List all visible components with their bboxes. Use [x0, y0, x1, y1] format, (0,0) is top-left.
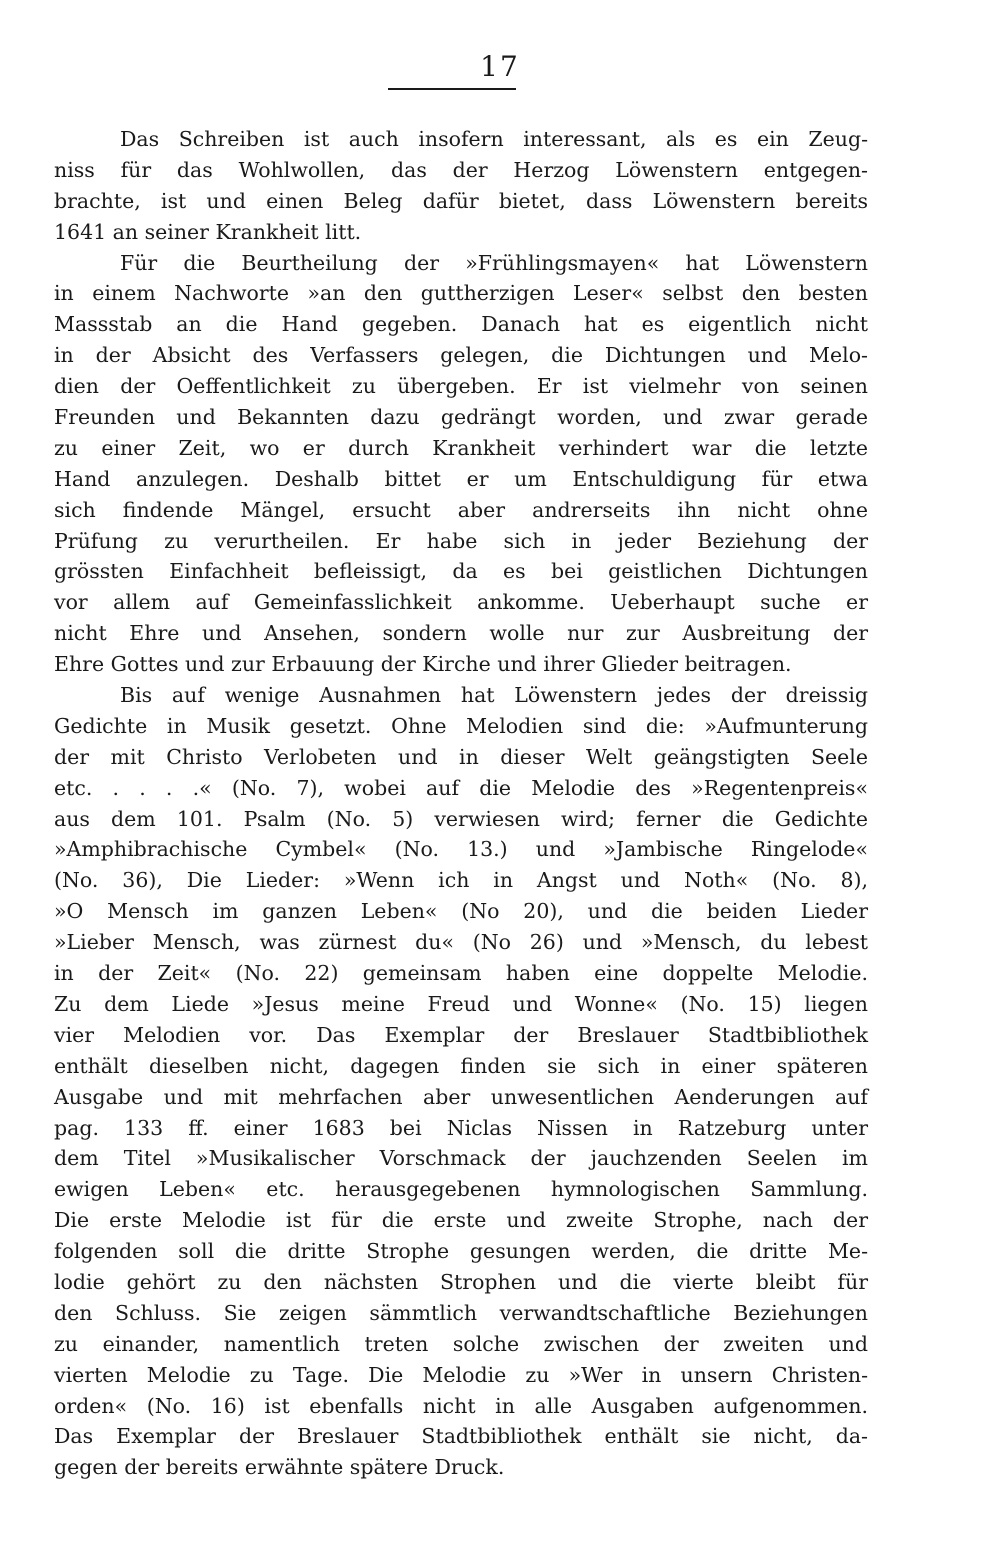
- text-line: Zu dem Liede »Jesus meine Freud und Wonne« (No. 15) liegen: [54, 991, 868, 1016]
- text-line: den Schluss. Sie zeigen sämmtlich verwandtschaftliche Beziehungen: [54, 1300, 868, 1325]
- text-line: pag. 133 ff. einer 1683 bei Niclas Nissen in Ratzeburg unter: [54, 1115, 868, 1140]
- text-line: in der Zeit« (No. 22) gemeinsam haben eine doppelte Melodie.: [54, 961, 868, 986]
- text-line: aus dem 101. Psalm (No. 5) verwiesen wird; ferner die Gedichte: [54, 806, 868, 831]
- text-line: etc. . . . .« (No. 7), wobei auf die Melodie des »Regentenpreis«: [54, 775, 868, 800]
- text-line: grössten Einfachheit befleissigt, da es bei geistlichen Dichtungen: [54, 559, 868, 584]
- text-line: orden« (No. 16) ist ebenfalls nicht in alle Ausgaben aufgenommen.: [54, 1393, 868, 1418]
- text-line: (No. 36), Die Lieder: »Wenn ich in Angst und Noth« (No. 8),: [54, 868, 868, 893]
- text-line: dien der Oeffentlichkeit zu übergeben. Er ist vielmehr von seinen: [54, 374, 868, 399]
- text-line: Für die Beurtheilung der »Frühlingsmayen« hat Löwenstern: [120, 250, 868, 275]
- text-line: Massstab an die Hand gegeben. Danach hat es eigentlich nicht: [54, 312, 868, 337]
- text-line: »Amphibrachische Cymbel« (No. 13.) und »Jambische Ringelode«: [54, 837, 868, 862]
- text-line: Gedichte in Musik gesetzt. Ohne Melodien sind die: »Aufmunterung: [54, 713, 868, 738]
- text-line: Freunden und Bekannten dazu gedrängt worden, und zwar gerade: [54, 405, 868, 430]
- text-line: lodie gehört zu den nächsten Strophen und die vierte bleibt für: [54, 1269, 868, 1294]
- text-line: in der Absicht des Verfassers gelegen, die Dichtungen und Melo-: [54, 343, 868, 368]
- text-line: Das Exemplar der Breslauer Stadtbibliothek enthält sie nicht, da-: [54, 1424, 868, 1449]
- text-line: »Lieber Mensch, was zürnest du« (No 26) und »Mensch, du lebest: [54, 930, 868, 955]
- body-text: [54, 124, 868, 1483]
- text-line: niss für das Wohlwollen, das der Herzog Löwenstern entgegen-: [54, 157, 868, 182]
- text-line: Bis auf wenige Ausnahmen hat Löwenstern jedes der dreissig: [120, 683, 868, 708]
- text-line: Prüfung zu verurtheilen. Er habe sich in jeder Beziehung der: [54, 528, 868, 553]
- page-number: 17: [480, 50, 520, 83]
- text-line: Das Schreiben ist auch insofern interessant, als es ein Zeug-: [120, 127, 868, 151]
- text-line: sich findende Mängel, ersucht aber andrerseits ihn nicht ohne: [54, 497, 868, 522]
- text-line: vierten Melodie zu Tage. Die Melodie zu »Wer in unsern Christen-: [54, 1362, 868, 1387]
- text-line: Ausgabe und mit mehrfachen aber unwesentlichen Aenderungen auf: [54, 1084, 868, 1109]
- text-line: brachte, ist und einen Beleg dafür bietet, dass Löwenstern bereits: [54, 188, 868, 213]
- text-line: Die erste Melodie ist für die erste und zweite Strophe, nach der: [54, 1208, 868, 1233]
- text-line: ewigen Leben« etc. herausgegebenen hymnologischen Sammlung.: [54, 1177, 868, 1202]
- text-line: nicht Ehre und Ansehen, sondern wolle nur zur Ausbreitung der: [54, 621, 868, 646]
- text-line: vier Melodien vor. Das Exemplar der Breslauer Stadtbibliothek: [54, 1022, 868, 1047]
- text-line: in einem Nachworte »an den guttherzigen Leser« selbst den besten: [54, 281, 868, 306]
- text-line: folgenden soll die dritte Strophe gesungen werden, die dritte Me-: [54, 1239, 868, 1264]
- header-rule: [388, 88, 516, 90]
- text-line: zu einer Zeit, wo er durch Krankheit verhindert war die letzte: [54, 435, 868, 460]
- text-line: dem Titel »Musikalischer Vorschmack der jauchzenden Seelen im: [54, 1146, 868, 1171]
- text-line: Ehre Gottes und zur Erbauung der Kirche und ihrer Glieder beitragen.: [54, 652, 792, 677]
- text-line: vor allem auf Gemeinfasslichkeit ankomme. Ueberhaupt suche er: [54, 590, 868, 615]
- text-line: 1641 an seiner Krankheit litt.: [54, 219, 362, 244]
- text-line: Hand anzulegen. Deshalb bittet er um Entschuldigung für etwa: [54, 466, 868, 491]
- text-line: der mit Christo Verlobeten und in dieser Welt geängstigten Seele: [54, 744, 868, 769]
- text-line: gegen der bereits erwähnte spätere Druck.: [54, 1455, 505, 1480]
- text-line: »O Mensch im ganzen Leben« (No 20), und die beiden Lieder: [54, 899, 868, 924]
- text-line: zu einander, namentlich treten solche zwischen der zweiten und: [54, 1331, 868, 1356]
- text-line: enthält dieselben nicht, dagegen finden sie sich in einer späteren: [54, 1053, 868, 1078]
